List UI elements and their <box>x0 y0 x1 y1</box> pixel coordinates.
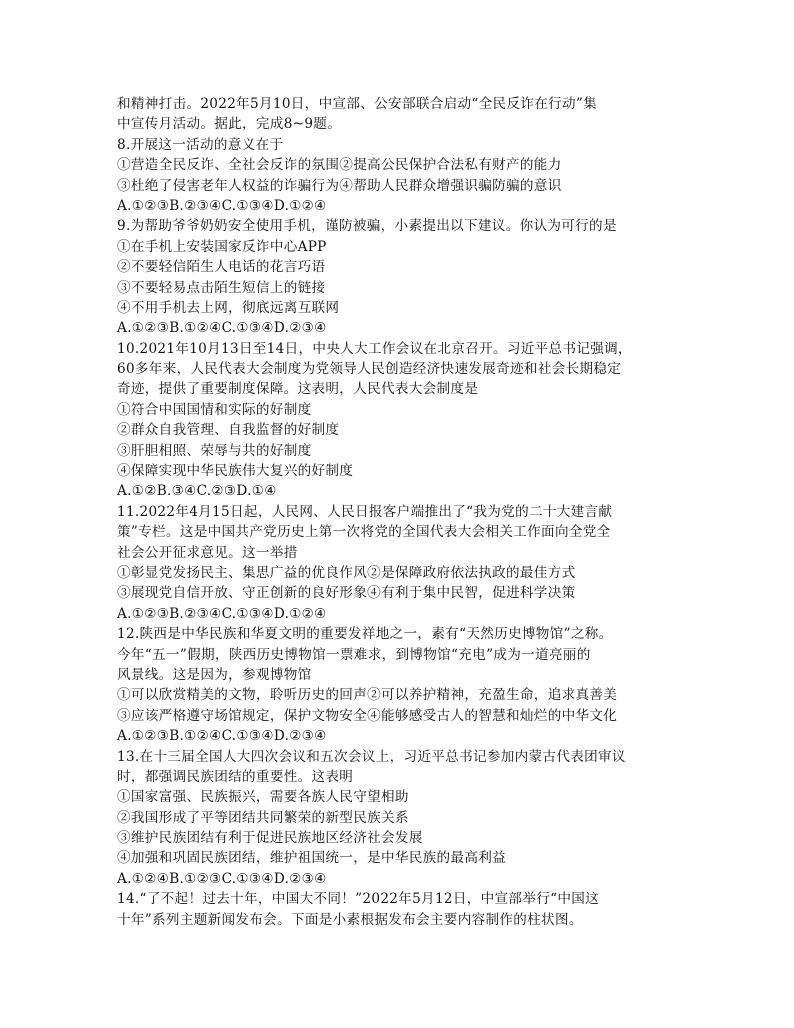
option-line: ③肝胆相照、荣辱与共的好制度 <box>117 442 312 459</box>
option-line: ③应该严格遵守场馆规定，保护文物安全④能够感受古人的智慧和灿烂的中华文化 <box>117 707 618 724</box>
text-line: 奇迹，提供了重要制度保障。这表明，人民代表大会制度是 <box>117 381 479 398</box>
option-line: ③展现党自信开放、守正创新的良好形象④有利于集中民智，促进科学决策 <box>117 585 576 602</box>
question-stem: 8.开展这一活动的意义在于 <box>117 136 284 153</box>
text-line: 十年”系列主题新闻发布会。下面是小素根据发布会主要内容制作的柱状图。 <box>117 911 583 928</box>
answer-choices: A.①②③B.①②④C.①③④D.②③④ <box>117 320 327 337</box>
question-stem: 14.“了不起！过去十年，中国大不同！”2022年5月12日，中宣部举行“中国这 <box>117 891 600 908</box>
text-line: 风景线。这是因为，参观博物馆 <box>117 666 312 683</box>
option-line: ①符合中国国情和实际的好制度 <box>117 401 312 418</box>
option-line: ①国家富强、民族振兴，需要各族人民守望相助 <box>117 789 409 806</box>
question-stem: 10.2021年10月13日至14日，中央人大工作会议在北京召开。习近平总书记强调， <box>117 340 632 357</box>
option-line: ③维护民族团结有利于促进民族地区经济社会发展 <box>117 830 423 847</box>
option-line: ①在手机上安装国家反诈中心APP <box>117 238 327 255</box>
answer-choices: A.①②③B.②③④C.①③④D.①②④ <box>117 605 327 622</box>
answer-choices: A.①②④B.①②③C.①③④D.②③④ <box>117 870 327 887</box>
option-line: ③杜绝了侵害老年人权益的诈骗行为④帮助人民群众增强识骗防骗的意识 <box>117 177 562 194</box>
text-line: 社会公开征求意见。这一举措 <box>117 544 298 561</box>
option-line: ①可以欣赏精美的文物，聆听历史的回声②可以养护精神，充盈生命，追求真善美 <box>117 687 618 704</box>
option-line: ②不要轻信陌生人电话的花言巧语 <box>117 259 326 276</box>
option-line: ④加强和巩固民族团结，维护祖国统一，是中华民族的最高利益 <box>117 850 507 867</box>
option-line: ①彰显党发扬民主、集思广益的优良作风②是保障政府依法执政的最佳方式 <box>117 564 576 581</box>
question-stem: 9.为帮助爷爷奶奶安全使用手机，谨防被骗，小素提出以下建议。你认为可行的是 <box>117 218 617 235</box>
document-page <box>117 94 677 930</box>
option-line: ②我国形成了平等团结共同繁荣的新型民族关系 <box>117 809 409 826</box>
option-line: ③不要轻易点击陌生短信上的链接 <box>117 279 326 296</box>
answer-choices: A.①②B.③④C.②③D.①④ <box>117 483 277 500</box>
text-line: 时，都强调民族团结的重要性。这表明 <box>117 768 354 785</box>
question-stem: 12.陕西是中华民族和华夏文明的重要发祥地之一，素有“天然历史博物馆”之称。 <box>117 626 613 643</box>
text-line: 和精神打击。2022年5月10日，中宣部、公安部联合启动“全民反诈在行动”集 <box>117 96 598 112</box>
text-line: 今年“五一”假期，陕西历史博物馆一票难求，到博物馆“充电”成为一道亮丽的 <box>117 646 591 663</box>
question-stem: 11.2022年4月15日起，人民网、人民日报客户端推出了“我为党的二十大建言献 <box>117 503 613 520</box>
text-line: 中宣传月活动。据此，完成8~9题。 <box>117 116 342 133</box>
option-line: ④不用手机去上网，彻底远离互联网 <box>117 299 340 316</box>
option-line: ①营造全民反诈、全社会反诈的氛围②提高公民保护合法私有财产的能力 <box>117 157 562 174</box>
text-line: 60多年来，人民代表大会制度为党领导人民创造经济快速发展奇迹和社会长期稳定 <box>117 361 622 378</box>
option-line: ②群众自我管理、自我监督的好制度 <box>117 422 340 439</box>
question-stem: 13.在十三届全国人大四次会议和五次会议上，习近平总书记参加内蒙古代表团审议 <box>117 748 626 765</box>
text-line: 策”专栏。这是中国共产党历史上第一次将党的全国代表大会相关工作面向全党全 <box>117 524 611 541</box>
answer-choices: A.①②③B.①②④C.①③④D.②③④ <box>117 728 327 745</box>
answer-choices: A.①②③B.②③④C.①③④D.①②④ <box>117 197 327 214</box>
option-line: ④保障实现中华民族伟大复兴的好制度 <box>117 463 354 480</box>
